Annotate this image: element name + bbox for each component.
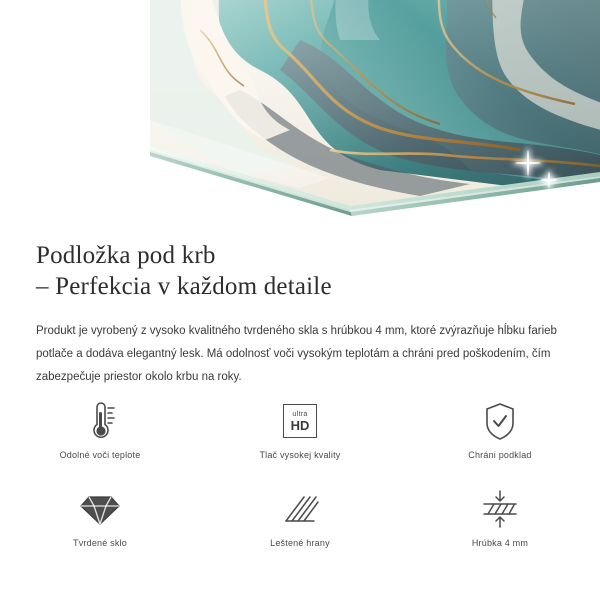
headline-line-1: Podložka pod krb	[36, 242, 216, 269]
feature-item-print-quality	[200, 390, 400, 478]
headline-line-2: – Perfekcia v každom detaile	[36, 273, 332, 300]
feature-label: Tvrdené sklo	[73, 538, 127, 548]
marble-glass-illustration	[0, 0, 600, 222]
ultra-hd-top-text: ultra	[292, 410, 308, 418]
shield-check-icon	[480, 398, 520, 444]
feature-label: Leštené hrany	[270, 538, 330, 548]
feature-label: Chráni podklad	[468, 450, 532, 460]
ultra-hd-icon	[283, 398, 317, 444]
description-paragraph: Produkt je vyrobený z vysoko kvalitného tvrdeného skla s hrúbkou 4 mm, ktoré zvýrazňuje hĺbku farieb potlače a dodáva elegantný lesk. Má odolnosť voči vysokým teplotám a chráni pred poškodením, čím zabezpečuje priestor okolo krbu na roky.	[36, 325, 557, 383]
hero-image	[0, 0, 600, 222]
text-content	[0, 222, 600, 389]
feature-grid	[0, 390, 600, 566]
feature-label: Tlač vysokej kvality	[259, 450, 341, 460]
feature-item-thickness	[400, 478, 600, 566]
feature-label: Hrúbka 4 mm	[471, 538, 529, 548]
feature-label: Odolné voči teplote	[59, 450, 141, 460]
thickness-arrows-icon	[478, 486, 522, 532]
feature-item-temperature	[0, 390, 200, 478]
page-title	[0, 222, 600, 302]
thermometer-icon	[80, 398, 120, 444]
feature-item-polished-edges	[200, 478, 400, 566]
feature-item-surface-protection	[400, 390, 600, 478]
ultra-hd-bottom-text: HD	[290, 417, 310, 433]
polished-edges-icon	[278, 486, 322, 532]
diamond-icon	[78, 486, 122, 532]
feature-item-tempered-glass	[0, 478, 200, 566]
